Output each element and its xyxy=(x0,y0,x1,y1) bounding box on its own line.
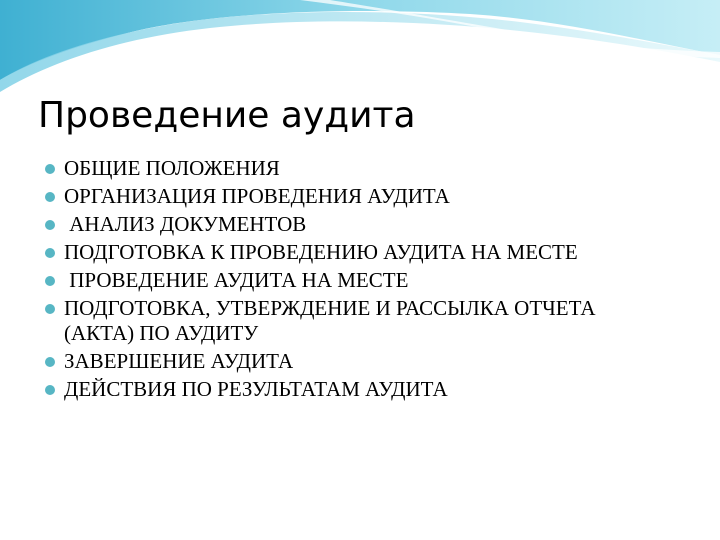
list-item-text: АНАЛИЗ ДОКУМЕНТОВ xyxy=(64,212,307,236)
bullet-icon xyxy=(45,304,55,314)
list-item-text: ПОДГОТОВКА, УТВЕРЖДЕНИЕ И РАССЫЛКА ОТЧЕТА (АКТА) ПО АУДИТУ xyxy=(64,296,601,345)
list-item-text: ПОДГОТОВКА К ПРОВЕДЕНИЮ АУДИТА НА МЕСТЕ xyxy=(64,240,578,264)
list-item xyxy=(44,296,654,346)
list-item xyxy=(44,240,654,265)
list-item-text: ЗАВЕРШЕНИЕ АУДИТА xyxy=(64,349,294,373)
bullet-icon xyxy=(45,385,55,395)
bullet-icon xyxy=(45,164,55,174)
list-item-text: ДЕЙСТВИЯ ПО РЕЗУЛЬТАТАМ АУДИТА xyxy=(64,377,448,401)
list-item xyxy=(44,268,654,293)
bullet-icon xyxy=(45,192,55,202)
bullet-icon xyxy=(45,357,55,367)
list-item xyxy=(44,184,654,209)
list-item xyxy=(44,212,654,237)
list-item-text: ОРГАНИЗАЦИЯ ПРОВЕДЕНИЯ АУДИТА xyxy=(64,184,450,208)
bullet-icon xyxy=(45,248,55,258)
list-item xyxy=(44,349,654,374)
list-item xyxy=(44,156,654,181)
slide-title: Проведение аудита xyxy=(38,95,416,136)
list-item-text: ПРОВЕДЕНИЕ АУДИТА НА МЕСТЕ xyxy=(64,268,409,292)
list-item xyxy=(44,377,654,402)
bullet-list xyxy=(44,156,654,405)
list-item-text: ОБЩИЕ ПОЛОЖЕНИЯ xyxy=(64,156,280,180)
bullet-icon xyxy=(45,220,55,230)
bullet-icon xyxy=(45,276,55,286)
